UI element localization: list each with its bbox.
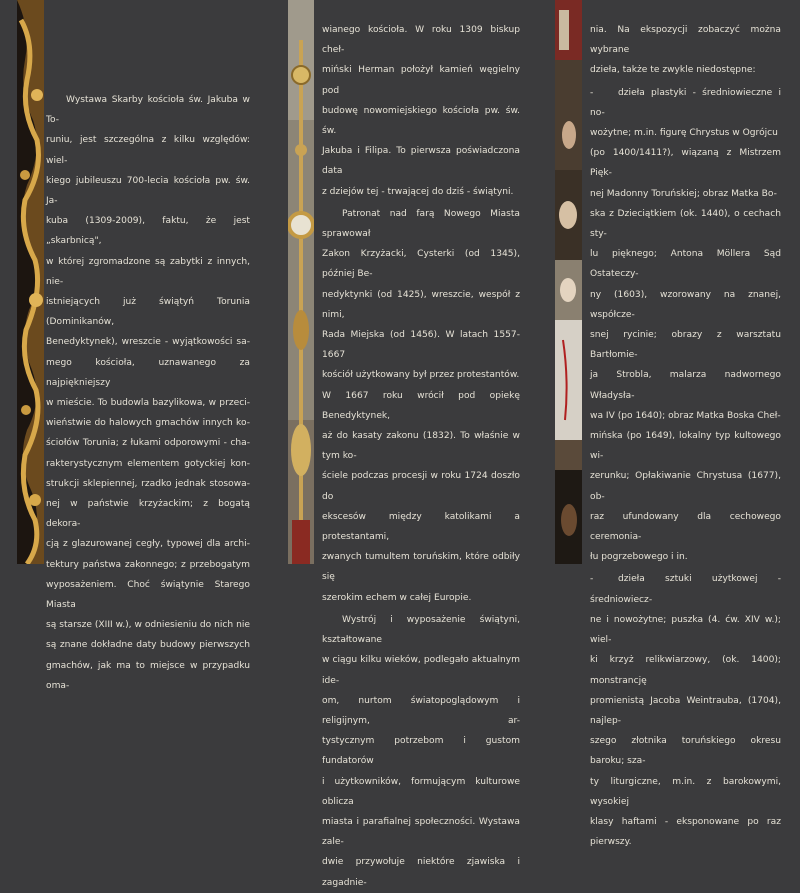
paragraph-furnishing bbox=[322, 610, 520, 893]
text-line: gmachów, jak ma to miejsce w przypadku oma- bbox=[46, 660, 250, 691]
text-line: ty liturgiczne, m.in. z barokowymi, wysokiej bbox=[590, 776, 781, 807]
text-line: cją z glazurowanej cegły, typowej dla archi- bbox=[46, 539, 250, 550]
text-line: wianego kościoła. W roku 1309 biskup cheł- bbox=[322, 25, 520, 56]
text-line: ściele podczas procesji w roku 1724 doszło do bbox=[322, 471, 520, 502]
text-line: kościół użytkowany był przez protestantów. bbox=[322, 370, 520, 381]
text-line: Wystrój i wyposażenie świątyni, kształtowane bbox=[322, 614, 520, 646]
text-line: dzieła, także te zwykle niedostępne: bbox=[590, 65, 756, 76]
text-line: mińska (po 1649), lokalny typ kultowego wi- bbox=[590, 431, 781, 462]
text-line: budowę nowomiejskiego kościoła pw. św. św. bbox=[322, 105, 520, 137]
text-line: łu pogrzebowego i in. bbox=[590, 552, 688, 563]
text-line: dwie przywołuje niektóre zjawiska i zagadnie- bbox=[322, 857, 520, 888]
text-line: nej Madonny Toruńskiej; obraz Matka Bo- bbox=[590, 188, 777, 199]
paragraph-intro bbox=[46, 90, 250, 696]
paragraph-exhibition-intro bbox=[590, 20, 781, 81]
text-line: rakterystycznym elementem gotyckiej kon- bbox=[46, 458, 250, 469]
text-line: są starsze (XIII w.), w odniesieniu do nich nie bbox=[46, 620, 250, 631]
text-line: dzieła plastyki - średniowieczne i no- bbox=[590, 87, 781, 118]
text-line: (po 1400/1411?), wiązaną z Mistrzem Pięk- bbox=[590, 148, 781, 179]
bullet-dash: - bbox=[590, 574, 594, 585]
text-line: Rada Miejska (od 1456). W latach 1557-1667 bbox=[322, 330, 520, 361]
text-line: miński Herman położył kamień węgielny pod bbox=[322, 65, 520, 96]
text-line: tystycznym potrzebom i gustom fundatorów bbox=[322, 736, 520, 767]
paintings-image bbox=[555, 0, 582, 564]
text-line: kiego jubileuszu 700-lecia kościoła pw. św. Ja- bbox=[46, 175, 250, 207]
text-line: tektury państwa zakonnego; z przebogatym bbox=[46, 559, 250, 570]
paragraph-history bbox=[322, 20, 520, 202]
text-line: szego złotnika toruńskiego okresu baroku; sza- bbox=[590, 736, 781, 767]
left-photo-strip bbox=[17, 0, 44, 564]
text-line: w mieście. To budowla bazylikowa, w przeci- bbox=[46, 398, 250, 409]
text-line: wa IV (po 1640); obraz Matka Boska Cheł- bbox=[590, 410, 781, 421]
text-line: raz ufundowany dla cechowego ceremonia- bbox=[590, 511, 781, 543]
golden-carving-image bbox=[17, 0, 44, 564]
bullet-fine-arts bbox=[590, 83, 781, 568]
text-line: ściołów Torunia; z łukami odporowymi - cha- bbox=[46, 438, 250, 449]
text-line: z dziejów tej - trwającej do dziś - świątyni. bbox=[322, 186, 514, 197]
text-line: ja Strobla, malarza nadwornego Władysła- bbox=[590, 370, 781, 401]
text-line: nia. Na ekspozycji zobaczyć można wybrane bbox=[590, 25, 781, 56]
text-line: zwanych tumultem toruńskim, które odbiły się bbox=[322, 552, 520, 583]
text-line: kuba (1309-2009), faktu, że jest „skarbnicą", bbox=[46, 216, 250, 247]
text-line: aż do kasaty zakonu (1832). To właśnie w tym ko- bbox=[322, 431, 520, 462]
text-line: są znane dokładne daty budowy pierwszych bbox=[46, 640, 250, 651]
text-line: snej rycinie; obrazy z warsztatu Bartłomie- bbox=[590, 330, 781, 361]
text-line: Patronat nad farą Nowego Miasta sprawował bbox=[322, 208, 520, 240]
text-line: ki krzyż relikwiarzowy, (ok. 1400); monstrancję bbox=[590, 655, 781, 686]
text-line: ska z Dzieciątkiem (ok. 1440), o cechach sty- bbox=[590, 208, 781, 240]
text-line: i użytkowników, formującym kulturowe oblicza bbox=[322, 776, 520, 807]
text-line: nedyktynki (od 1425), wreszcie, wespół z nimi, bbox=[322, 289, 520, 320]
text-line: W 1667 roku wrócił pod opiekę Benedyktynek, bbox=[322, 390, 520, 421]
text-line: nej w państwie krzyżackim; z bogatą dekora- bbox=[46, 499, 250, 530]
text-line: lu pięknego; Antona Möllera Sąd Ostateczy- bbox=[590, 249, 781, 280]
text-column-3 bbox=[590, 20, 781, 852]
text-line: w ciągu kilku wieków, podlegało aktualnym ide- bbox=[322, 655, 520, 686]
text-line: ne i nowożytne; puszka (4. ćw. XIV w.); wiel- bbox=[590, 614, 781, 646]
text-line: Wystawa Skarby kościoła św. Jakuba w To- bbox=[46, 95, 250, 126]
text-line: wieństwie do halowych gmachów innych ko- bbox=[46, 418, 250, 429]
text-line: runiu, jest szczególna z kilku względów: wiel- bbox=[46, 135, 250, 166]
paragraph-patronage bbox=[322, 204, 520, 608]
text-line: ny (1603), wzorowany na znanej, współcze- bbox=[590, 289, 781, 320]
text-line: klasy haftami - eksponowane po raz pierwszy. bbox=[590, 816, 781, 848]
text-line: strukcji sklepiennej, rzadko jednak stosowa- bbox=[46, 478, 250, 489]
text-column-1 bbox=[46, 90, 250, 696]
text-line: om, nurtom światopoglądowym i religijnym, ar- bbox=[322, 695, 520, 726]
bullet-applied-arts bbox=[590, 569, 781, 852]
text-line: Benedyktynek), wreszcie - wyjątkowości sa- bbox=[46, 337, 250, 348]
middle-photo-strip bbox=[288, 0, 314, 564]
text-line: miasta i parafialnej społeczności. Wystawa zale- bbox=[322, 816, 520, 848]
text-line: mego kościoła, uznawanego za najpiękniejszy bbox=[46, 357, 250, 388]
text-line: w której zgromadzone są zabytki z innych, nie- bbox=[46, 256, 250, 287]
text-line: istniejących już świątyń Torunia (Dominikanów, bbox=[46, 297, 250, 328]
text-line: wyposażeniem. Choć świątynie Starego Miasta bbox=[46, 579, 250, 611]
bullet-dash: - bbox=[590, 87, 594, 98]
text-line: Zakon Krzyżacki, Cysterki (od 1345), później Be- bbox=[322, 249, 520, 280]
right-photo-strip bbox=[555, 0, 582, 564]
text-line: szerokim echem w całej Europie. bbox=[322, 592, 472, 603]
text-column-2 bbox=[322, 20, 520, 893]
monstrance-image bbox=[288, 0, 314, 564]
text-line: Jakuba i Filipa. To pierwsza poświadczona data bbox=[322, 146, 520, 177]
text-line: dzieła sztuki użytkowej - średniowiecz- bbox=[590, 574, 781, 605]
text-line: zerunku; Opłakiwanie Chrystusa (1677), ob- bbox=[590, 471, 781, 502]
text-line: wożytne; m.in. figurę Chrystus w Ogrójcu bbox=[590, 128, 778, 139]
text-line: promienistą Jacoba Weintrauba, (1704), najlep- bbox=[590, 695, 781, 726]
text-line: ekscesów między katolikami a protestantami, bbox=[322, 511, 520, 543]
